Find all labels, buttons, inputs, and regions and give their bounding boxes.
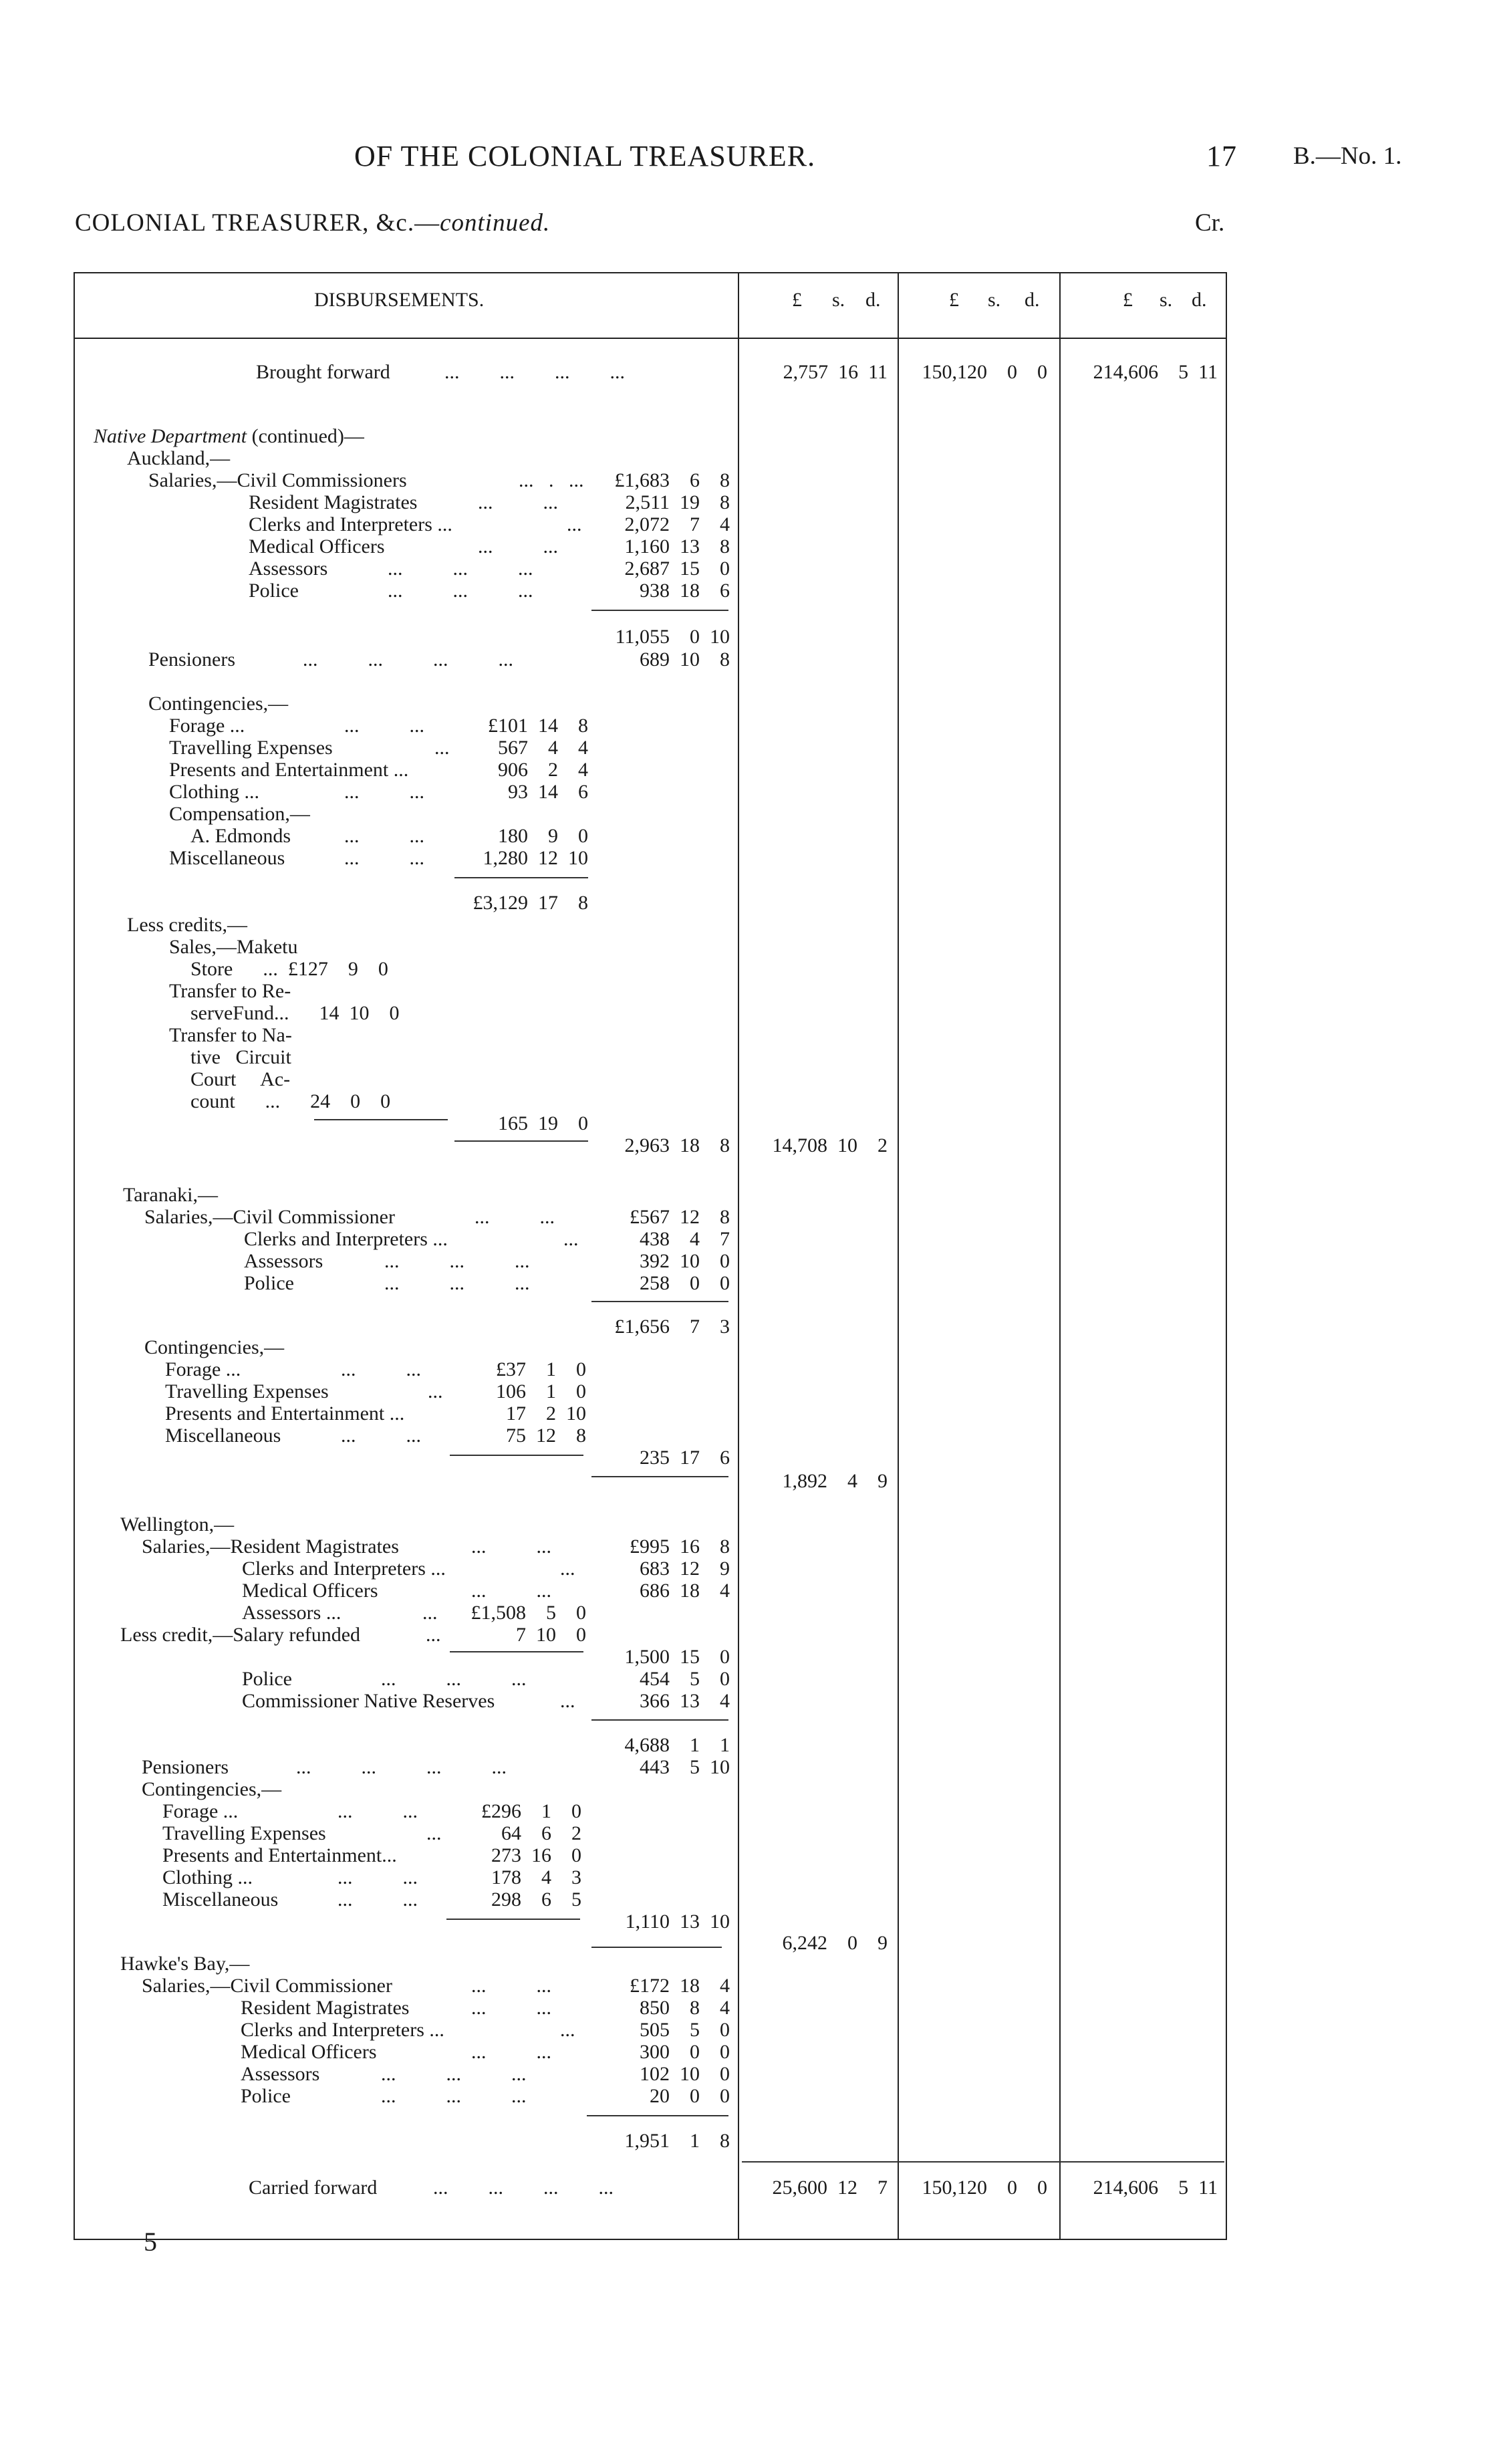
wellington-pensioners-amount: 443 5 10 [640,1756,730,1778]
taranaki-total: 1,892 4 9 [782,1470,888,1492]
subtotal-rule [450,1651,583,1652]
list-item: Clothing ... [169,781,260,803]
list-item-amount: £1,683 6 8 [614,469,730,491]
list-item-dots: ... ... [338,1888,418,1911]
auckland-salaries-label: Salaries,—Civil Commissioners [148,469,407,491]
list-item-dots: ... [428,1380,443,1402]
subtotal-rule [454,877,588,878]
list-item-dots: ... ... ... [384,1272,530,1294]
list-item-amount: £37 1 0 [496,1358,586,1380]
list-item-amount: £101 14 8 [488,715,588,737]
list-item-dots: ... ... [344,847,424,869]
list-item-amount: 178 4 3 [491,1866,581,1888]
list-item-amount: 20 0 0 [650,2085,730,2107]
wellington-salaries-total: 4,688 1 1 [624,1734,730,1756]
list-item-dots: ... ... [341,1358,421,1380]
list-item: Miscellaneous [165,1425,281,1447]
list-item-dots: ... ... [344,825,424,847]
list-item: Store ... £127 9 0 [190,958,388,980]
list-item-dots: ... ... [344,715,424,737]
list-item-amount: 938 18 6 [640,580,730,602]
list-item-dots: ... ... [338,1800,418,1822]
col2-pound-head: £ [949,289,959,311]
list-item-dots: ... ... [478,491,558,513]
col3-shilling-head: s. [1160,289,1173,311]
list-item: Commissioner Native Reserves [242,1690,495,1712]
taranaki-salaries-total: £1,656 7 3 [614,1316,730,1338]
native-department-heading: Native Department (continued)— [94,425,364,447]
list-item-amount: 850 8 4 [640,1997,730,2019]
col2-pence-head: d. [1025,289,1040,311]
side-label: Cr. [1195,209,1225,237]
list-item-dots: ... [560,1690,575,1712]
list-item: serveFund... 14 10 0 [190,1002,400,1024]
auckland-heading: Auckland,— [127,447,231,469]
list-item-amount: £296 1 0 [481,1800,581,1822]
list-item: Sales,—Maketu [169,936,298,958]
list-item: Transfer to Re- [169,980,291,1002]
subtotal-rule [591,1719,728,1721]
signature-mark: 5 [144,2227,157,2257]
list-item-dots: ... ... [471,1580,551,1602]
list-item: Salaries,—Civil Commissioner [142,1975,392,1997]
list-item: Clerks and Interpreters ... [249,513,452,535]
list-item: Medical Officers [241,2041,377,2063]
list-item-dots: ... [422,1602,438,1624]
list-item: Clerks and Interpreters ... [244,1228,448,1250]
list-item-dots: ... ... [478,535,558,558]
auckland-credits-total: 165 19 0 [498,1112,588,1134]
list-item: Assessors [249,558,328,580]
list-item-amount: 93 14 6 [508,781,588,803]
list-item-dots: ... [426,1624,441,1646]
list-item: Medical Officers [249,535,385,558]
list-item-amount: 106 1 0 [496,1380,586,1402]
list-item-amount: 686 18 4 [640,1580,730,1602]
carried-forward-dots: ... ... ... ... [433,2177,614,2199]
wellington-assessors-label: Assessors ... [242,1602,342,1624]
carried-forward-label: Carried forward [249,2177,378,2199]
list-item: Clerks and Interpreters ... [241,2019,444,2041]
col3-pound-head: £ [1123,289,1133,311]
list-item-amount: 567 4 4 [498,737,588,759]
list-item-amount: 2,511 19 8 [625,491,730,513]
brought-forward-col2: 150,120 0 0 [922,361,1047,383]
list-item-amount: 300 0 0 [640,2041,730,2063]
wellington-less-credit-label: Less credit,—Salary refunded [120,1624,361,1646]
list-item: Presents and Entertainment... [162,1844,397,1866]
carried-forward-col2: 150,120 0 0 [922,2177,1047,2199]
auckland-pensioners-label: Pensioners [148,648,235,670]
wellington-assessors-net: 1,500 15 0 [624,1646,730,1668]
subtotal-rule [587,2115,728,2116]
list-item-amount: 180 9 0 [498,825,588,847]
wellington-contingencies-label: Contingencies,— [142,1778,282,1800]
carried-forward-col1: 25,600 12 7 [772,2177,888,2199]
list-item-amount: 298 6 5 [491,1888,581,1911]
list-item: Forage ... [162,1800,239,1822]
list-item: Police [244,1272,294,1294]
hawkes-bay-heading: Hawke's Bay,— [120,1953,250,1975]
list-item: Transfer to Na- [169,1024,292,1046]
subtotal-rule [454,1140,588,1142]
list-item-dots: ... [563,1228,579,1250]
list-item: Travelling Expenses [169,737,333,759]
list-item-amount: 683 12 9 [640,1558,730,1580]
list-item: Presents and Entertainment ... [169,759,409,781]
list-item-dots: ... ... [344,781,424,803]
col2-shilling-head: s. [988,289,1001,311]
taranaki-heading: Taranaki,— [123,1184,219,1206]
wellington-less-credit-amount: 7 10 0 [516,1624,586,1646]
list-item: count ... 24 0 0 [190,1090,391,1112]
list-item-amount: 366 13 4 [640,1690,730,1712]
column-divider-1 [738,272,739,2239]
list-item-amount: 273 16 0 [491,1844,581,1866]
hawkes-bay-salaries-total: 1,951 1 8 [624,2130,730,2152]
list-item-dots: ... ... ... [388,558,533,580]
list-item-dots: ... [567,513,582,535]
subtotal-rule [591,1476,728,1477]
list-item-amount: 906 2 4 [498,759,588,781]
wellington-pensioners-label: Pensioners [142,1756,229,1778]
list-item-dots: ... ... ... [381,2085,527,2107]
subtotal-rule [450,1455,583,1456]
list-item-dots: ... [426,1822,442,1844]
col1-shilling-head: s. [832,289,845,311]
list-item: Miscellaneous [169,847,285,869]
subtotal-rule [591,610,728,611]
auckland-contingencies-label: Contingencies,— [148,693,289,715]
list-item: Clerks and Interpreters ... [242,1558,446,1580]
list-item-dots: ... [434,737,450,759]
list-item-amount: £567 12 8 [630,1206,730,1228]
page-title: OF THE COLONIAL TREASURER. [354,140,816,172]
subtotal-rule [446,1919,580,1920]
list-item-dots: ... [560,1558,575,1580]
list-item-dots: ... ... [471,1975,551,1997]
column-divider-3 [1059,272,1061,2239]
list-item-dots: ... . ... [519,469,584,491]
auckland-total: 14,708 10 2 [772,1134,888,1156]
list-item: Salaries,—Resident Magistrates [142,1535,399,1558]
list-item-amount: 454 5 0 [640,1668,730,1690]
list-item: Clothing ... [162,1866,253,1888]
list-item: Compensation,— [169,803,310,825]
col3-pence-head: d. [1192,289,1207,311]
wellington-total: 6,242 0 9 [782,1932,888,1954]
carried-forward-col3: 214,606 5 11 [1093,2177,1218,2199]
list-item-dots: ... ... ... [384,1250,530,1272]
list-item-dots: ... ... [471,1997,551,2019]
list-item: Presents and Entertainment ... [165,1402,405,1425]
auckland-less-credits-label: Less credits,— [127,914,247,936]
wellington-heading: Wellington,— [120,1513,235,1535]
list-item: Forage ... [169,715,245,737]
list-item-dots: ... ... [471,1535,551,1558]
list-item-amount: 2,687 15 0 [624,558,730,580]
list-item-dots: ... [560,2019,575,2041]
doc-reference: B.—No. 1. [1293,142,1402,170]
list-item-dots: ... ... ... [381,2063,527,2085]
list-item-dots: ... ... [341,1425,421,1447]
list-item-amount: 2,072 7 4 [624,513,730,535]
list-item-amount: 17 2 10 [506,1402,586,1425]
column-divider-2 [898,272,899,2239]
list-item: Police [242,1668,292,1690]
header-rule [74,338,1226,339]
col1-pound-head: £ [792,289,802,311]
list-item-amount: £172 18 4 [630,1975,730,1997]
wellington-assessors-amount: £1,508 5 0 [470,1602,586,1624]
list-item-dots: ... ... [475,1206,555,1228]
list-item: Salaries,—Civil Commissioner [144,1206,395,1228]
list-item-amount: 64 6 2 [501,1822,581,1844]
list-item: Assessors [244,1250,323,1272]
wellington-contingencies-total: 1,110 13 10 [625,1911,730,1933]
page-number: 17 [1206,140,1237,172]
section-subtitle: COLONIAL TREASURER, &c.—continued. [75,209,551,237]
list-item-amount: 392 10 0 [640,1250,730,1272]
brought-forward-dots: ... ... ... ... [444,361,625,383]
list-item: Resident Magistrates [241,1997,410,2019]
list-item-amount: 1,280 12 10 [483,847,588,869]
list-item-dots: ... ... ... [388,580,533,602]
list-item-amount: £995 16 8 [630,1535,730,1558]
list-item-dots: ... ... [471,2041,551,2063]
carried-forward-rule [742,2161,1224,2163]
list-item: tive Circuit [190,1046,291,1068]
brought-forward-label: Brought forward [256,361,390,383]
subtotal-rule [591,1301,728,1302]
list-item: Medical Officers [242,1580,378,1602]
list-item-amount: 102 10 0 [640,2063,730,2085]
brought-forward-col1: 2,757 16 11 [783,361,888,383]
list-item: Travelling Expenses [162,1822,326,1844]
list-item: Miscellaneous [162,1888,279,1911]
auckland-pensioners-amount: 689 10 8 [640,648,730,670]
list-item-amount: 258 0 0 [640,1272,730,1294]
list-item-dots: ... ... ... ... [303,648,513,670]
list-item: Forage ... [165,1358,241,1380]
subtotal-rule [591,1947,722,1948]
subtotal-rule [314,1119,448,1120]
list-item: Resident Magistrates [249,491,418,513]
col1-pence-head: d. [865,289,881,311]
list-item-amount: 1,160 13 8 [624,535,730,558]
list-item-amount: 505 5 0 [640,2019,730,2041]
list-item-amount: 75 12 8 [506,1425,586,1447]
list-item-dots: ... ... [338,1866,418,1888]
list-item: Travelling Expenses [165,1380,329,1402]
list-item-amount: 438 4 7 [640,1228,730,1250]
list-item: Court Ac- [190,1068,291,1090]
list-item: Police [249,580,299,602]
brought-forward-col3: 214,606 5 11 [1093,361,1218,383]
list-item-dots: ... ... ... [381,1668,527,1690]
taranaki-contingencies-total: 235 17 6 [640,1447,730,1469]
list-item-dots: ... ... ... ... [296,1756,507,1778]
auckland-net-contingencies: 2,963 18 8 [624,1134,730,1156]
list-item: Police [241,2085,291,2107]
list-item: Assessors [241,2063,320,2085]
disbursements-heading: DISBURSEMENTS. [314,289,485,311]
list-item: A. Edmonds [190,825,291,847]
auckland-contingencies-total: £3,129 17 8 [472,892,588,914]
auckland-salaries-total: 11,055 0 10 [615,626,730,648]
taranaki-contingencies-label: Contingencies,— [144,1336,285,1358]
